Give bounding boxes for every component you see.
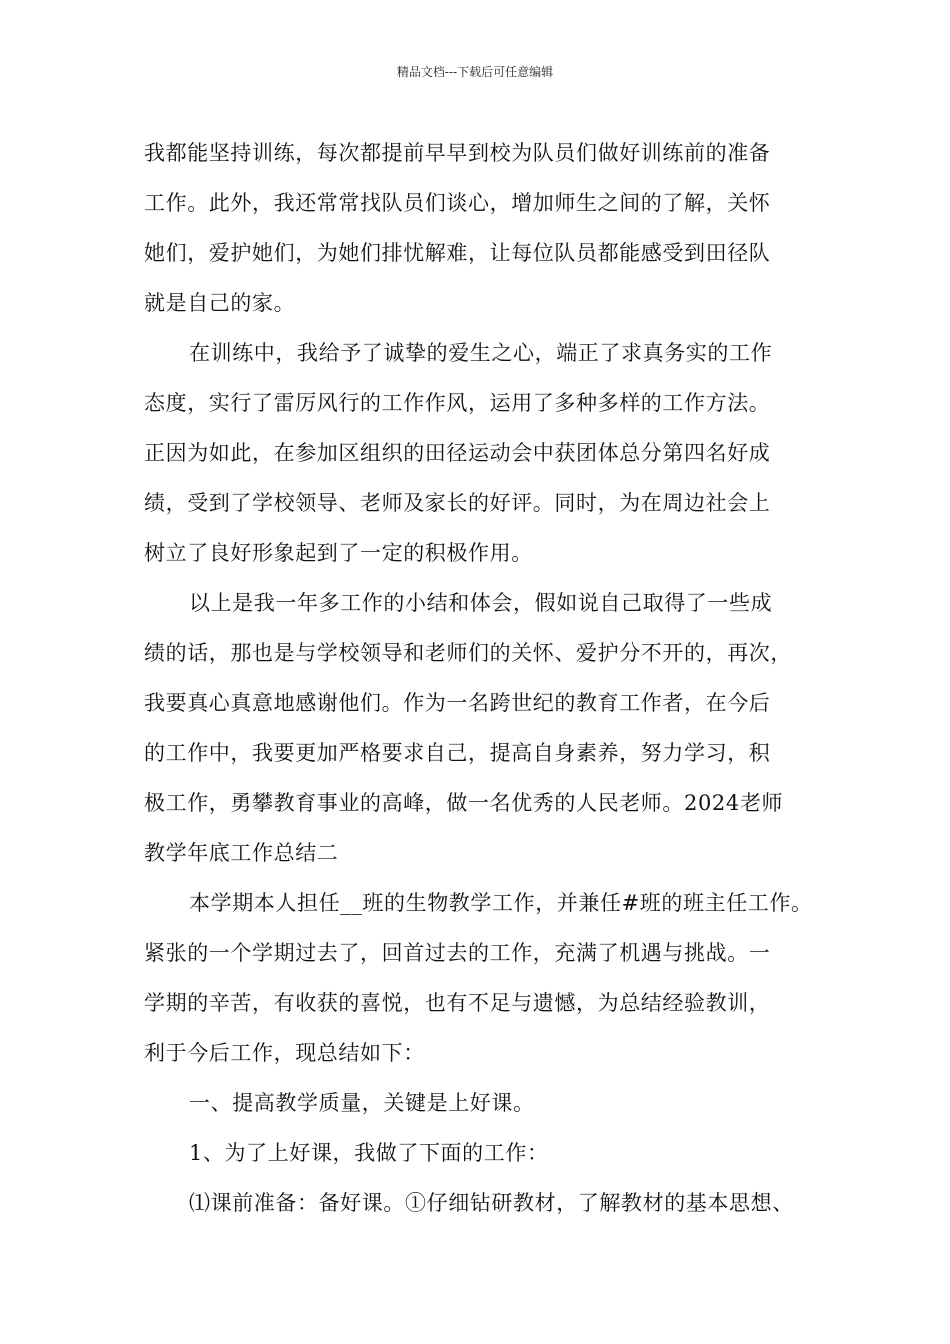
text-line: 绩，受到了学校领导、老师及家长的好评。同时，为在周边社会上	[144, 491, 771, 515]
text-line: 树立了良好形象起到了一定的积极作用。	[144, 541, 533, 565]
text-line: 极工作，勇攀教育事业的高峰，做一名优秀的人民老师。2024老师	[144, 791, 784, 815]
page-header: 精品文档---下载后可任意编辑	[396, 65, 554, 79]
text-line: 利于今后工作，现总结如下：	[144, 1041, 425, 1065]
text-line: 我都能坚持训练，每次都提前早早到校为队员们做好训练前的准备	[144, 141, 771, 165]
text-line: 正因为如此，在参加区组织的田径运动会中获团体总分第四名好成	[144, 441, 771, 465]
text-line: 她们，爱护她们，为她们排忧解难，让每位队员都能感受到田径队	[144, 241, 771, 265]
text-line: 在训练中，我给予了诚挚的爱生之心，端正了求真务实的工作	[189, 341, 773, 365]
text-line: 态度，实行了雷厉风行的工作作风，运用了多种多样的工作方法。	[144, 391, 771, 415]
text-line: 我要真心真意地感谢他们。作为一名跨世纪的教育工作者，在今后	[144, 691, 771, 715]
text-line: ⑴课前准备：备好课。①仔细钻研教材，了解教材的基本思想、	[189, 1191, 794, 1215]
section-heading: 一、提高教学质量，关键是上好课。	[189, 1091, 535, 1115]
text-line: 就是自己的家。	[144, 291, 296, 315]
text-line: 工作。此外，我还常常找队员们谈心，增加师生之间的了解，关怀	[144, 191, 771, 215]
text-line: 以上是我一年多工作的小结和体会，假如说自己取得了一些成	[189, 591, 773, 615]
document-body	[144, 128, 834, 1228]
text-line: 学期的辛苦，有收获的喜悦，也有不足与遗憾，为总结经验教训，	[144, 991, 771, 1015]
text-line: 绩的话，那也是与学校领导和老师们的关怀、爱护分不开的，再次，	[144, 641, 792, 665]
text-line: 本学期本人担任__班的生物教学工作，并兼任#班的班主任工作。	[189, 891, 813, 915]
text-line: 的工作中，我要更加严格要求自己，提高自身素养，努力学习，积	[144, 741, 771, 765]
text-line: 教学年底工作总结二	[144, 841, 339, 865]
subsection-heading: 1、为了上好课，我做了下面的工作：	[189, 1141, 549, 1165]
text-line: 紧张的一个学期过去了，回首过去的工作，充满了机遇与挑战。一	[144, 941, 771, 965]
